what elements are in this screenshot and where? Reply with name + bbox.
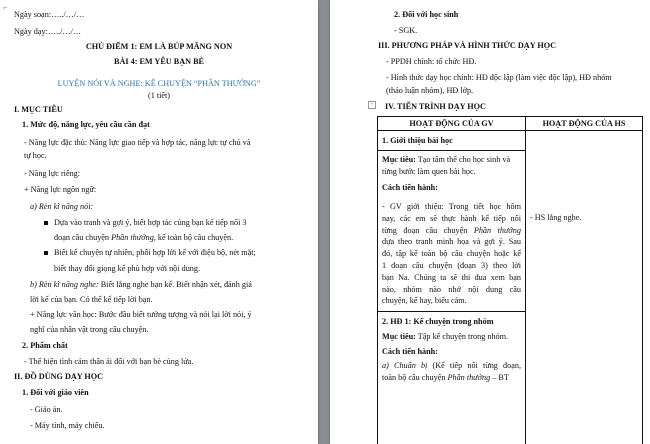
section-procedure: IV. TIẾN TRÌNH DẠY HỌC (385, 102, 486, 111)
paragraph-equipment: - Máy tính, máy chiếu. (30, 421, 105, 430)
paragraph-forms-a: - Hình thức dạy học chính: HĐ độc lập (làm việc độc lập), HĐ nhóm (386, 73, 612, 82)
paragraph-textbook: - SGK. (394, 26, 418, 35)
subsection-competencies: 1. Mức độ, năng lực, yêu cầu cần đạt (22, 120, 150, 129)
table-header-divider (378, 130, 642, 131)
bullet-2-line-b: biết thay đổi giọng kể phù hợp với nội dung. (54, 264, 201, 273)
subsection-qualities: 2. Phẩm chất (22, 341, 68, 350)
paragraph-main-method: - PPDH chính: tổ chức HĐ. (386, 57, 477, 66)
paragraph-specific: - Năng lực riêng: (24, 169, 81, 178)
column-header-teacher: HOẠT ĐỘNG CỦA GV (409, 119, 494, 128)
subsection-students: 2. Đối với học sinh (394, 10, 459, 19)
bullet-dot (44, 221, 48, 225)
table-row-activity-1: 2. HĐ 1: Kể chuyện trong nhóm Mục tiêu: Tập kể chuyện trong nhóm. Cách tiến hành: a) Chuẩn bị (Kể tiếp nối từng đoạn, toàn bộ câu chuyện Phần thưởng – BT (382, 317, 521, 383)
row-objective-b: từng bước làm quen bài học. (382, 166, 476, 176)
date-prepared: Ngày soạn:…../…/… (14, 10, 85, 19)
paragraph-qualities: - Thể hiện tình cảm thân ái đối với bạn bè cùng lứa. (24, 357, 194, 366)
bullet-dot (44, 251, 48, 255)
bullet-1-line-a: Dựa vào tranh và gợi ý, biết hợp tác cùng bạn kể tiếp nối 3 (54, 218, 247, 227)
subsection-teacher: 1. Đối với giáo viên (22, 388, 89, 397)
activity-table (377, 116, 643, 444)
table-row-teacher-intro: - GV giới thiệu: Trong tiết học hôm nay, các em sẽ thực hành kể tiếp nối từng đoạn câu chuyện Phần thưởng dựa theo tranh minh họa và gợi ý. Sau đó, tập kể toàn bộ câu chuyện hoặc kể 1 đoạn câu chuyện (đoạn 3) theo lời bạn Na. Chúng ta sẽ thi đua xem bạn nào, nhóm nào nhớ nội dung câu chuyện, kể hay, biểu cảm. (382, 202, 521, 306)
bullet-2-line-a: Biết kể chuyện tự nhiên, phối hợp lời kể với điệu bộ, nét mặt; (54, 248, 256, 257)
section-objectives: I. MỤC TIÊU (14, 105, 63, 114)
paragraph-lesson-plan: - Giáo án. (30, 405, 63, 414)
text-cursor-marker: ⌐ (3, 3, 8, 12)
paragraph-listening-a: b) Rèn kĩ năng nghe: Biết lắng nghe bạn kể. Biết nhận xét, đánh giá (30, 280, 252, 289)
lesson-duration: (1 tiết) (147, 91, 171, 100)
lesson-subtitle: LUYỆN NÓI VÀ NGHE: KỂ CHUYỆN “PHẦN THƯỞNG” (57, 79, 261, 88)
table-row-intro (382, 135, 521, 147)
student-listen: - HS lắng nghe. (530, 213, 582, 222)
paragraph-competency-b: tự học. (24, 151, 47, 160)
topic-heading: CHỦ ĐIỂM 1: EM LÀ BÚP MĂNG NON (85, 42, 233, 51)
bullet-1-line-b: đoạn câu chuyện Phần thưởng, kể toàn bộ câu chuyện. (54, 233, 234, 242)
table-column-divider (525, 117, 526, 444)
paragraph-competency-a: - Năng lực đặc thù: Năng lực giao tiếp và hợp tác, năng lực tự chủ và (24, 138, 251, 147)
table-row-divider (378, 150, 525, 151)
section-materials: II. ĐỒ DÙNG DẠY HỌC (14, 372, 104, 381)
paragraph-language: + Năng lực ngôn ngữ: (24, 185, 97, 194)
document-page-right (330, 0, 650, 444)
paragraph-literary-a: + Năng lực văn học: Bước đầu biết tưởng tượng và nói lại lời nói, ý (30, 310, 252, 319)
paragraph-listening-b: lời kể của bạn. Có thể kể tiếp lời bạn. (30, 295, 153, 304)
paragraph-speaking: a) Rèn kĩ năng nói: (30, 202, 94, 211)
row-procedure-label: Cách tiến hành: (382, 182, 438, 192)
paragraph-forms-b: (thảo luận nhóm), HĐ lớp. (386, 86, 474, 95)
table-row-divider (378, 311, 525, 312)
lesson-heading: BÀI 4: EM YÊU BẠN BÈ (114, 57, 204, 66)
table-row-objective (382, 154, 521, 193)
row-title: 1. Giới thiệu bài học (382, 136, 453, 145)
date-taught: Ngày dạy:…../…/… (14, 27, 82, 36)
table-move-handle-icon[interactable]: + (368, 101, 376, 109)
row-objective-a: Mục tiêu: Tạo tâm thế cho học sinh và (382, 155, 511, 164)
paragraph-literary-b: nghĩ của nhân vật trong câu chuyện. (30, 325, 149, 334)
column-header-student: HOẠT ĐỘNG CỦA HS (542, 119, 626, 128)
section-methods: III. PHƯƠNG PHÁP VÀ HÌNH THỨC DẠY HỌC (378, 41, 557, 50)
document-page-left (0, 0, 318, 444)
